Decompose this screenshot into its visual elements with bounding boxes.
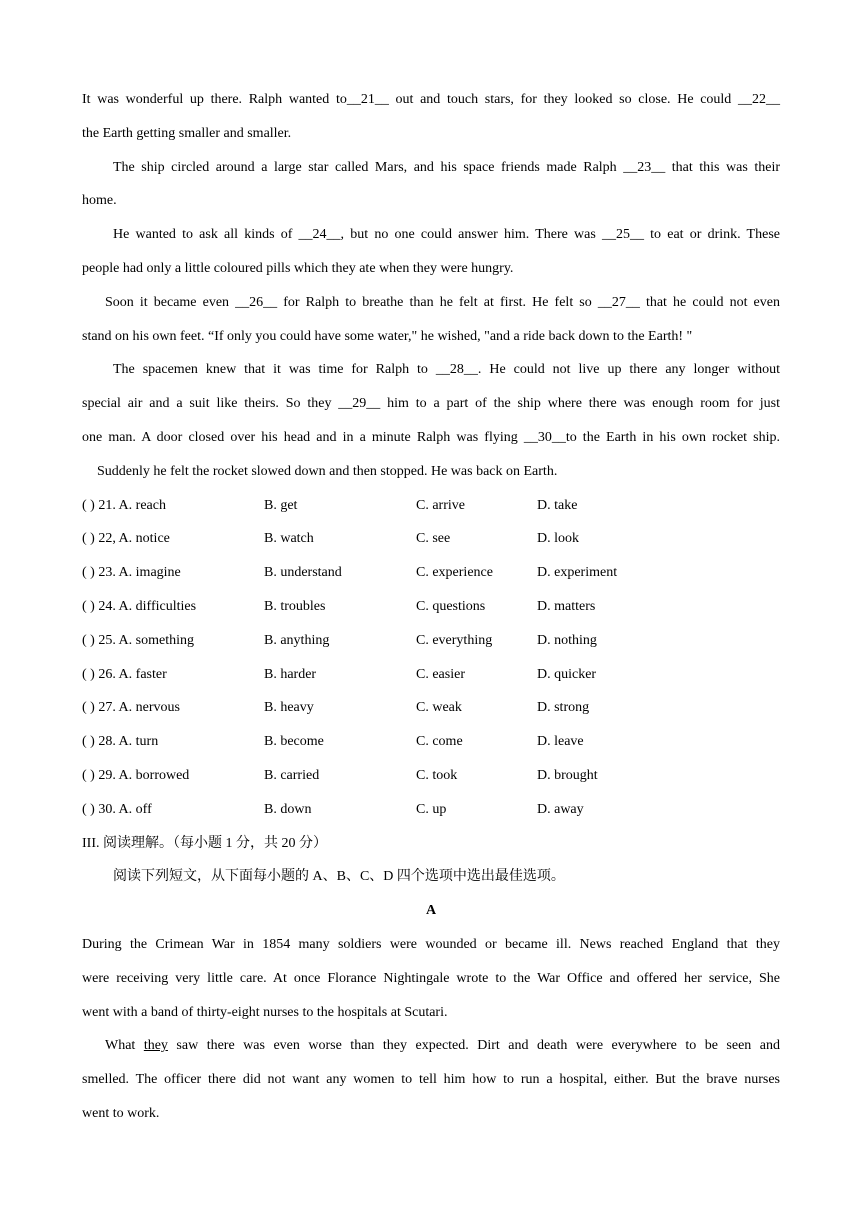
section-instruction: 阅读下列短文，从下面每小题的 A、B、C、D 四个选项中选出最佳选项。 bbox=[113, 869, 565, 885]
question-stem: ( ) 22, A. notice bbox=[82, 531, 170, 547]
document-page bbox=[82, 83, 780, 1131]
option-d: D. quicker bbox=[537, 666, 597, 682]
passage-a-line: went with a band of thirty-eight nurses to the hospitals at Scutari. bbox=[82, 1004, 448, 1020]
option-d: D. experiment bbox=[537, 565, 618, 581]
passage-line: Soon it became even __26__ for Ralph to breathe than he felt at first. He felt so __27__ that he could not even bbox=[105, 294, 780, 310]
option-b: B. troubles bbox=[264, 598, 326, 614]
question-stem: ( ) 28. A. turn bbox=[82, 734, 159, 750]
option-d: D. strong bbox=[537, 700, 590, 716]
option-c: C. everything bbox=[416, 632, 493, 648]
question-row-24 bbox=[82, 590, 780, 624]
passage-line: special air and a suit like theirs. So they __29__ him to a part of the ship where there was enough room for just bbox=[82, 396, 780, 412]
passage-line: one man. A door closed over his head and in a minute Ralph was flying __30__to the Earth in his own rocket ship. bbox=[82, 429, 780, 445]
option-b: B. down bbox=[264, 801, 312, 817]
question-row-28 bbox=[82, 725, 780, 759]
question-row-27 bbox=[82, 691, 780, 725]
passage-a-line bbox=[82, 1029, 780, 1063]
option-b: B. get bbox=[264, 497, 298, 513]
question-stem: ( ) 26. A. faster bbox=[82, 666, 167, 682]
passage-a-line: went to work. bbox=[82, 1105, 160, 1121]
passage-a-line: smelled. The officer there did not want any women to tell him how to run a hospital, either. But the brave nurses bbox=[82, 1072, 780, 1088]
option-c: C. questions bbox=[416, 598, 486, 614]
passage-a-line: During the Crimean War in 1854 many soldiers were wounded or became ill. News reached England that they bbox=[82, 936, 780, 952]
text-run: What bbox=[105, 1038, 144, 1054]
question-stem: ( ) 21. A. reach bbox=[82, 497, 166, 513]
question-row-30 bbox=[82, 793, 780, 827]
question-row-23 bbox=[82, 556, 780, 590]
passage-line: people had only a little coloured pills which they ate when they were hungry. bbox=[82, 260, 514, 276]
question-stem: ( ) 25. A. something bbox=[82, 632, 194, 648]
option-c: C. experience bbox=[416, 565, 493, 581]
passage-a-line: were receiving very little care. At once Florance Nightingale wrote to the War Office and offered her service, She bbox=[82, 970, 780, 986]
option-d: D. look bbox=[537, 531, 579, 547]
passage-line: the Earth getting smaller and smaller. bbox=[82, 125, 292, 141]
option-c: C. see bbox=[416, 531, 451, 547]
question-row-26 bbox=[82, 658, 780, 692]
text-run: saw there was even worse than they expected. Dirt and death were everywhere to be seen and bbox=[167, 1038, 780, 1054]
option-b: B. anything bbox=[264, 632, 330, 648]
passage-line: stand on his own feet. “If only you could have some water," he wished, "and a ride back down to the Earth! " bbox=[82, 328, 693, 344]
option-d: D. matters bbox=[537, 598, 596, 614]
option-d: D. brought bbox=[537, 767, 598, 783]
option-b: B. watch bbox=[264, 531, 314, 547]
question-row-29 bbox=[82, 759, 780, 793]
option-b: B. harder bbox=[264, 666, 317, 682]
option-c: C. weak bbox=[416, 700, 462, 716]
passage-line: The ship circled around a large star called Mars, and his space friends made Ralph __23__ that this was their bbox=[113, 159, 780, 175]
option-c: C. come bbox=[416, 734, 463, 750]
question-list bbox=[82, 489, 780, 827]
option-d: D. nothing bbox=[537, 632, 597, 648]
question-row-25 bbox=[82, 624, 780, 658]
question-stem: ( ) 30. A. off bbox=[82, 801, 152, 817]
option-b: B. carried bbox=[264, 767, 320, 783]
question-stem: ( ) 29. A. borrowed bbox=[82, 767, 190, 783]
option-b: B. understand bbox=[264, 565, 342, 581]
question-row-22 bbox=[82, 522, 780, 556]
question-stem: ( ) 24. A. difficulties bbox=[82, 598, 197, 614]
passage-line: Suddenly he felt the rocket slowed down and then stopped. He was back on Earth. bbox=[97, 463, 558, 479]
underlined-word: they bbox=[143, 1038, 168, 1054]
passage-label: A bbox=[425, 903, 437, 919]
option-c: C. up bbox=[416, 801, 447, 817]
option-d: D. away bbox=[537, 801, 584, 817]
option-d: D. take bbox=[537, 497, 578, 513]
question-row-21 bbox=[82, 489, 780, 523]
option-c: C. easier bbox=[416, 666, 465, 682]
passage-line: The spacemen knew that it was time for Ralph to __28__. He could not live up there any longer without bbox=[113, 362, 780, 378]
question-stem: ( ) 27. A. nervous bbox=[82, 700, 180, 716]
option-c: C. arrive bbox=[416, 497, 465, 513]
question-stem: ( ) 23. A. imagine bbox=[82, 565, 181, 581]
passage-line: It was wonderful up there. Ralph wanted to__21__ out and touch stars, for they looked so close. He could __22__ bbox=[82, 92, 780, 107]
section-heading: III. 阅读理解。（每小题 1 分，共 20 分） bbox=[82, 835, 327, 851]
option-b: B. become bbox=[264, 734, 324, 750]
passage-line: He wanted to ask all kinds of __24__, but no one could answer him. There was __25__ to eat or drink. These bbox=[113, 227, 780, 243]
option-d: D. leave bbox=[537, 734, 584, 750]
passage-line: home. bbox=[82, 193, 117, 209]
option-b: B. heavy bbox=[264, 700, 314, 716]
option-c: C. took bbox=[416, 767, 458, 783]
